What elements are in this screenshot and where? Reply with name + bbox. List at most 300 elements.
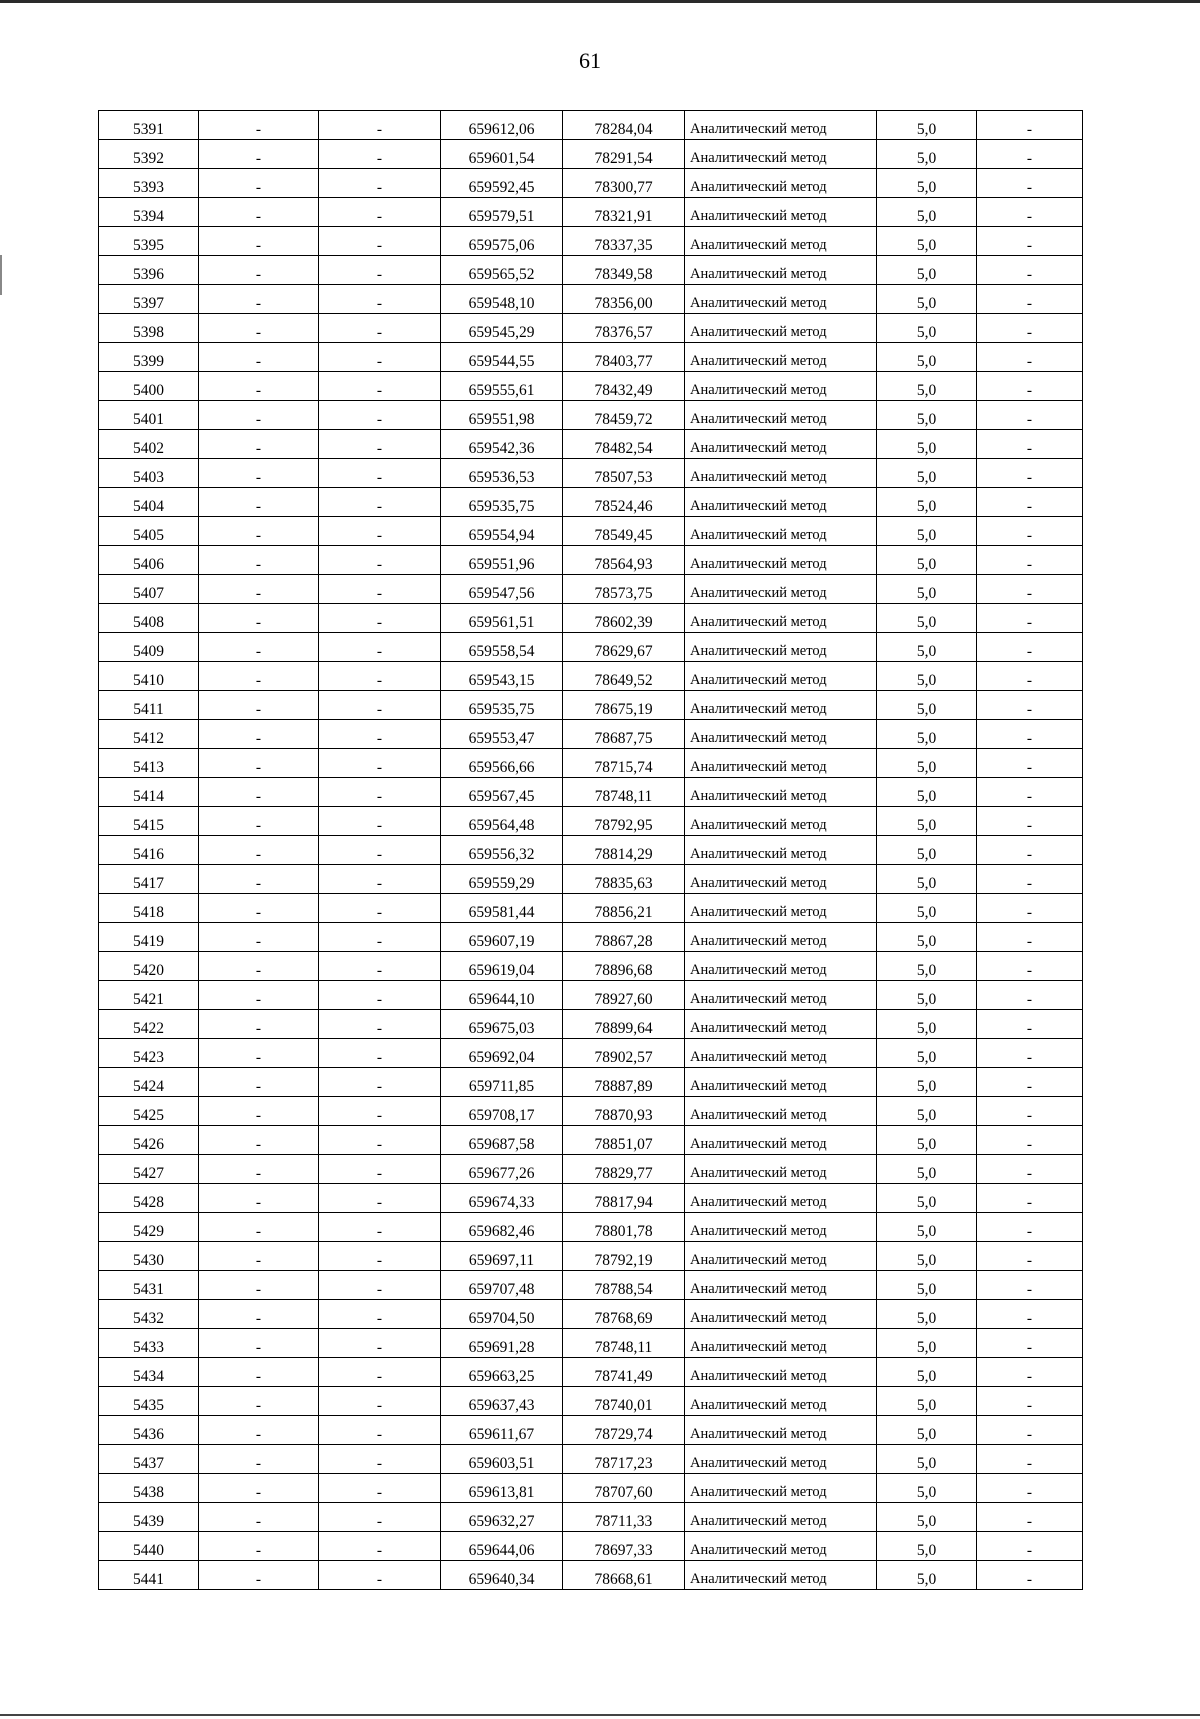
cell-text: - [376, 1397, 383, 1414]
cell-text: - [255, 1455, 262, 1472]
cell-text: - [1026, 701, 1033, 718]
x-coordinate-cell [441, 1300, 563, 1329]
cell-text: Аналитический метод [690, 469, 827, 485]
x-coordinate-cell [441, 1097, 563, 1126]
cell-text: - [376, 1339, 383, 1356]
x-old-cell [199, 517, 319, 546]
cell-text: - [376, 991, 383, 1008]
cell-text: Аналитический метод [690, 208, 827, 224]
point-number-cell [99, 604, 199, 633]
point-number-cell [99, 1445, 199, 1474]
cell-text: 78717,23 [594, 1455, 653, 1472]
cell-text: - [255, 150, 262, 167]
y-coordinate-cell [563, 1242, 685, 1271]
point-number-cell [99, 865, 199, 894]
table-row [99, 604, 1083, 633]
accuracy-cell [877, 343, 977, 372]
x-old-cell [199, 198, 319, 227]
cell-text: 78675,19 [594, 701, 653, 718]
point-number-cell [99, 343, 199, 372]
cell-text: 5,0 [916, 1020, 937, 1037]
point-number-cell [99, 1184, 199, 1213]
cell-text: - [1026, 1252, 1033, 1269]
cell-text: 5,0 [916, 1281, 937, 1298]
table-row [99, 372, 1083, 401]
cell-text: 78707,60 [594, 1484, 653, 1501]
method-cell [685, 198, 877, 227]
y-old-cell [319, 227, 441, 256]
cell-text: - [376, 1310, 383, 1327]
accuracy-cell [877, 256, 977, 285]
x-coordinate-cell [441, 111, 563, 140]
method-cell [685, 749, 877, 778]
accuracy-cell [877, 430, 977, 459]
method-cell [685, 923, 877, 952]
x-coordinate-cell [441, 575, 563, 604]
cell-text: 5,0 [916, 1194, 937, 1211]
x-old-cell [199, 1039, 319, 1068]
cell-text: - [1026, 788, 1033, 805]
point-number-cell [99, 140, 199, 169]
cell-text: - [1026, 1165, 1033, 1182]
method-cell [685, 1474, 877, 1503]
point-number-cell [99, 1213, 199, 1242]
method-cell [685, 343, 877, 372]
x-coordinate-cell [441, 285, 563, 314]
table-row [99, 894, 1083, 923]
cell-text: - [255, 121, 262, 138]
accuracy-cell [877, 894, 977, 923]
cell-text: - [376, 1571, 383, 1588]
x-coordinate-cell [441, 1155, 563, 1184]
y-coordinate-cell [563, 1068, 685, 1097]
point-number-cell [99, 633, 199, 662]
method-cell [685, 952, 877, 981]
table-row [99, 1532, 1083, 1561]
point-number-cell [99, 546, 199, 575]
y-coordinate-cell [563, 807, 685, 836]
accuracy-cell [877, 1068, 977, 1097]
cell-text: - [376, 759, 383, 776]
cell-text: - [1026, 1484, 1033, 1501]
description-cell [977, 633, 1083, 662]
cell-text: 5,0 [916, 643, 937, 660]
x-old-cell [199, 865, 319, 894]
y-old-cell [319, 691, 441, 720]
cell-text: 659644,10 [468, 991, 535, 1008]
method-cell [685, 1358, 877, 1387]
cell-text: - [1026, 440, 1033, 457]
cell-text: - [1026, 1020, 1033, 1037]
cell-text: 659564,48 [468, 817, 535, 834]
cell-text: 5413 [133, 759, 164, 776]
cell-text: 78711,33 [594, 1513, 653, 1530]
cell-text: - [1026, 121, 1033, 138]
x-coordinate-cell [441, 1126, 563, 1155]
point-number-cell [99, 430, 199, 459]
x-coordinate-cell [441, 227, 563, 256]
cell-text: 78376,57 [594, 324, 653, 341]
x-coordinate-cell [441, 604, 563, 633]
accuracy-cell [877, 923, 977, 952]
table-row [99, 1474, 1083, 1503]
table-row [99, 488, 1083, 517]
table-row [99, 343, 1083, 372]
cell-text: 5,0 [916, 614, 937, 631]
cell-text: - [255, 991, 262, 1008]
table-row [99, 1416, 1083, 1445]
cell-text: - [1026, 1455, 1033, 1472]
cell-text: 5421 [133, 991, 164, 1008]
x-old-cell [199, 1474, 319, 1503]
accuracy-cell [877, 1242, 977, 1271]
accuracy-cell [877, 401, 977, 430]
cell-text: 659561,51 [468, 614, 535, 631]
cell-text: Аналитический метод [690, 1484, 827, 1500]
y-coordinate-cell [563, 140, 685, 169]
cell-text: Аналитический метод [690, 179, 827, 195]
y-old-cell [319, 923, 441, 952]
cell-text: 78715,74 [594, 759, 653, 776]
description-cell [977, 1474, 1083, 1503]
cell-text: 5411 [133, 701, 164, 718]
cell-text: - [1026, 1078, 1033, 1095]
cell-text: 78748,11 [594, 788, 653, 805]
cell-text: 78896,68 [594, 962, 653, 979]
method-cell [685, 1242, 877, 1271]
cell-text: - [376, 469, 383, 486]
cell-text: - [255, 1542, 262, 1559]
cell-text: 78459,72 [594, 411, 653, 428]
table-row [99, 981, 1083, 1010]
y-old-cell [319, 1126, 441, 1155]
description-cell [977, 778, 1083, 807]
accuracy-cell [877, 1097, 977, 1126]
point-number-cell [99, 256, 199, 285]
cell-text: Аналитический метод [690, 1571, 827, 1587]
cell-text: 5,0 [916, 991, 937, 1008]
cell-text: 5,0 [916, 1513, 937, 1530]
cell-text: - [376, 527, 383, 544]
table-row [99, 430, 1083, 459]
x-old-cell [199, 372, 319, 401]
cell-text: Аналитический метод [690, 1339, 827, 1355]
cell-text: - [376, 1281, 383, 1298]
cell-text: - [1026, 324, 1033, 341]
y-old-cell [319, 662, 441, 691]
table-row [99, 1242, 1083, 1271]
x-old-cell [199, 546, 319, 575]
cell-text: 78337,35 [594, 237, 653, 254]
method-cell [685, 227, 877, 256]
y-old-cell [319, 1097, 441, 1126]
accuracy-cell [877, 1503, 977, 1532]
method-cell [685, 1329, 877, 1358]
accuracy-cell [877, 1126, 977, 1155]
accuracy-cell [877, 517, 977, 546]
method-cell [685, 1445, 877, 1474]
cell-text: 659691,28 [468, 1339, 535, 1356]
y-old-cell [319, 1271, 441, 1300]
cell-text: 5410 [133, 672, 164, 689]
cell-text: 5,0 [916, 1107, 937, 1124]
cell-text: 5,0 [916, 730, 937, 747]
cell-text: 659682,46 [468, 1223, 535, 1240]
cell-text: 659548,10 [468, 295, 535, 312]
description-cell [977, 1503, 1083, 1532]
cell-text: - [255, 469, 262, 486]
method-cell [685, 517, 877, 546]
cell-text: 78507,53 [594, 469, 653, 486]
x-old-cell [199, 633, 319, 662]
x-coordinate-cell [441, 1503, 563, 1532]
y-old-cell [319, 865, 441, 894]
method-cell [685, 1416, 877, 1445]
accuracy-cell [877, 633, 977, 662]
cell-text: - [1026, 875, 1033, 892]
method-cell [685, 1387, 877, 1416]
cell-text: 78649,52 [594, 672, 653, 689]
cell-text: 5,0 [916, 1426, 937, 1443]
cell-text: 5,0 [916, 208, 937, 225]
y-old-cell [319, 604, 441, 633]
description-cell [977, 691, 1083, 720]
cell-text: 78687,75 [594, 730, 653, 747]
cell-text: 5424 [133, 1078, 164, 1095]
method-cell [685, 662, 877, 691]
cell-text: Аналитический метод [690, 556, 827, 572]
cell-text: - [376, 846, 383, 863]
table-row [99, 517, 1083, 546]
cell-text: - [376, 585, 383, 602]
cell-text: 659545,29 [468, 324, 535, 341]
description-cell [977, 836, 1083, 865]
x-old-cell [199, 778, 319, 807]
cell-text: Аналитический метод [690, 1194, 827, 1210]
x-old-cell [199, 749, 319, 778]
cell-text: 5419 [133, 933, 164, 950]
method-cell [685, 981, 877, 1010]
table-row [99, 198, 1083, 227]
accuracy-cell [877, 1561, 977, 1590]
point-number-cell [99, 778, 199, 807]
cell-text: - [1026, 962, 1033, 979]
x-coordinate-cell [441, 633, 563, 662]
cell-text: Аналитический метод [690, 759, 827, 775]
x-old-cell [199, 343, 319, 372]
cell-text: - [255, 875, 262, 892]
y-coordinate-cell [563, 1010, 685, 1039]
y-coordinate-cell [563, 343, 685, 372]
cell-text: - [255, 295, 262, 312]
y-coordinate-cell [563, 1097, 685, 1126]
y-coordinate-cell [563, 1329, 685, 1358]
table-body [99, 111, 1083, 1590]
cell-text: - [255, 962, 262, 979]
cell-text: 5,0 [916, 150, 937, 167]
cell-text: 659707,48 [468, 1281, 535, 1298]
cell-text: - [376, 614, 383, 631]
cell-text: 659697,11 [468, 1252, 535, 1269]
method-cell [685, 1097, 877, 1126]
cell-text: - [1026, 585, 1033, 602]
cell-text: - [255, 1136, 262, 1153]
cell-text: 5423 [133, 1049, 164, 1066]
x-old-cell [199, 952, 319, 981]
description-cell [977, 140, 1083, 169]
cell-text: 659567,45 [468, 788, 535, 805]
y-old-cell [319, 1474, 441, 1503]
cell-text: 5,0 [916, 295, 937, 312]
cell-text: - [376, 701, 383, 718]
point-number-cell [99, 720, 199, 749]
y-old-cell [319, 140, 441, 169]
description-cell [977, 952, 1083, 981]
cell-text: Аналитический метод [690, 121, 827, 137]
accuracy-cell [877, 1039, 977, 1068]
x-coordinate-cell [441, 1271, 563, 1300]
table-row [99, 1329, 1083, 1358]
cell-text: Аналитический метод [690, 1513, 827, 1529]
cell-text: - [376, 179, 383, 196]
x-coordinate-cell [441, 314, 563, 343]
cell-text: - [376, 353, 383, 370]
y-coordinate-cell [563, 488, 685, 517]
x-old-cell [199, 227, 319, 256]
cell-text: - [1026, 1281, 1033, 1298]
y-old-cell [319, 1532, 441, 1561]
point-number-cell [99, 1416, 199, 1445]
table-row [99, 401, 1083, 430]
x-coordinate-cell [441, 1068, 563, 1097]
cell-text: 659603,51 [468, 1455, 535, 1472]
cell-text: - [376, 1252, 383, 1269]
cell-text: 78851,07 [594, 1136, 653, 1153]
point-number-cell [99, 1010, 199, 1039]
y-coordinate-cell [563, 691, 685, 720]
accuracy-cell [877, 1532, 977, 1561]
method-cell [685, 1039, 877, 1068]
cell-text: - [255, 498, 262, 515]
table-row [99, 1358, 1083, 1387]
y-coordinate-cell [563, 285, 685, 314]
cell-text: Аналитический метод [690, 730, 827, 746]
cell-text: Аналитический метод [690, 788, 827, 804]
y-old-cell [319, 1416, 441, 1445]
x-old-cell [199, 1126, 319, 1155]
y-coordinate-cell [563, 372, 685, 401]
accuracy-cell [877, 691, 977, 720]
cell-text: - [376, 324, 383, 341]
cell-text: - [255, 817, 262, 834]
cell-text: 5407 [133, 585, 164, 602]
cell-text: - [376, 817, 383, 834]
cell-text: 5,0 [916, 324, 937, 341]
cell-text: Аналитический метод [690, 1397, 827, 1413]
description-cell [977, 749, 1083, 778]
table-row [99, 720, 1083, 749]
y-old-cell [319, 1039, 441, 1068]
cell-text: 5393 [133, 179, 164, 196]
cell-text: - [1026, 730, 1033, 747]
x-old-cell [199, 1097, 319, 1126]
y-old-cell [319, 1300, 441, 1329]
cell-text: 5,0 [916, 1078, 937, 1095]
cell-text: 78792,19 [594, 1252, 653, 1269]
y-old-cell [319, 1503, 441, 1532]
method-cell [685, 1126, 877, 1155]
description-cell [977, 1155, 1083, 1184]
x-coordinate-cell [441, 1561, 563, 1590]
method-cell [685, 1271, 877, 1300]
x-old-cell [199, 1532, 319, 1561]
cell-text: 78524,46 [594, 498, 653, 515]
method-cell [685, 778, 877, 807]
description-cell [977, 488, 1083, 517]
y-old-cell [319, 952, 441, 981]
accuracy-cell [877, 778, 977, 807]
x-coordinate-cell [441, 1184, 563, 1213]
cell-text: Аналитический метод [690, 1078, 827, 1094]
table-row [99, 778, 1083, 807]
cell-text: 78768,69 [594, 1310, 653, 1327]
cell-text: Аналитический метод [690, 1165, 827, 1181]
cell-text: - [376, 150, 383, 167]
x-coordinate-cell [441, 662, 563, 691]
cell-text: - [376, 1368, 383, 1385]
point-number-cell [99, 517, 199, 546]
x-coordinate-cell [441, 1358, 563, 1387]
table-row [99, 1039, 1083, 1068]
cell-text: - [1026, 1223, 1033, 1240]
cell-text: 5,0 [916, 933, 937, 950]
x-old-cell [199, 1242, 319, 1271]
cell-text: 78403,77 [594, 353, 653, 370]
x-coordinate-cell [441, 1213, 563, 1242]
cell-text: - [255, 759, 262, 776]
table-row [99, 575, 1083, 604]
cell-text: 5396 [133, 266, 164, 283]
cell-text: 78817,94 [594, 1194, 653, 1211]
y-coordinate-cell [563, 604, 685, 633]
cell-text: Аналитический метод [690, 440, 827, 456]
description-cell [977, 111, 1083, 140]
x-old-cell [199, 140, 319, 169]
cell-text: 5,0 [916, 469, 937, 486]
cell-text: Аналитический метод [690, 1136, 827, 1152]
point-number-cell [99, 749, 199, 778]
y-old-cell [319, 1242, 441, 1271]
point-number-cell [99, 488, 199, 517]
accuracy-cell [877, 952, 977, 981]
x-old-cell [199, 894, 319, 923]
accuracy-cell [877, 111, 977, 140]
x-old-cell [199, 720, 319, 749]
cell-text: Аналитический метод [690, 585, 827, 601]
cell-text: 659535,75 [468, 701, 535, 718]
y-coordinate-cell [563, 749, 685, 778]
cell-text: 5,0 [916, 817, 937, 834]
cell-text: 5,0 [916, 411, 937, 428]
x-old-cell [199, 1155, 319, 1184]
table-row [99, 923, 1083, 952]
y-old-cell [319, 1068, 441, 1097]
description-cell [977, 1010, 1083, 1039]
y-old-cell [319, 256, 441, 285]
cell-text: 5,0 [916, 498, 937, 515]
y-coordinate-cell [563, 662, 685, 691]
x-old-cell [199, 1358, 319, 1387]
